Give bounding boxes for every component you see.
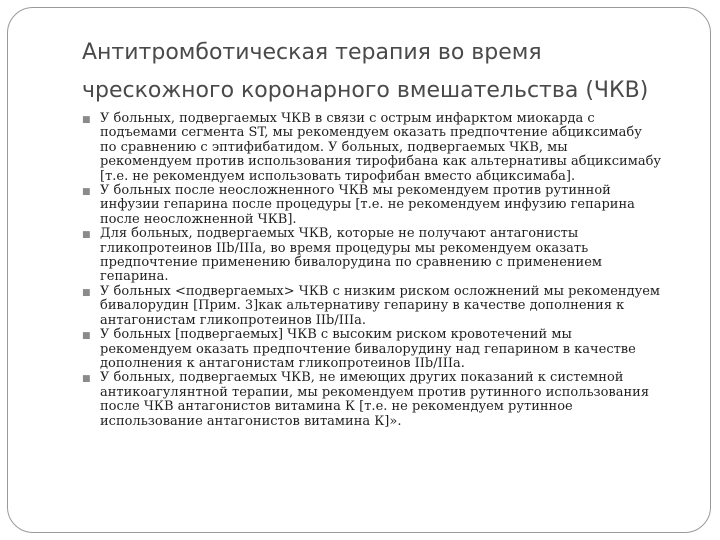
bullet-text: У больных после неосложненного ЧКВ мы рекомендуем против рутинной инфузии гепарина после процедуры [т.е. не рекомендуем инфузию гепарина после неосложненной ЧКВ]. — [100, 183, 635, 227]
square-bullet-icon: ■ — [82, 230, 91, 241]
bullet-text: У больных <подвергаемых> ЧКВ с низким риском осложнений мы рекомендуем бивалорудин [Прим. 3]как альтернативу гепарину в качестве дополнения к антагонистам гликопротеинов IIb/IIIa. — [100, 283, 661, 328]
bullet-text: У больных, подвергаемых ЧКВ, не имеющих других показаний к системной антикоагулянтной терапии, мы рекомендуем против рутинного использования после ЧКВ антагонистов витамина К [т.е. не рекомендуем рутинное использование антагонистов витамина К]». — [100, 370, 650, 429]
square-bullet-icon: ■ — [82, 374, 91, 385]
square-bullet-icon: ■ — [82, 287, 91, 298]
square-bullet-icon: ■ — [82, 115, 91, 125]
list-item — [82, 227, 662, 285]
list-item — [82, 371, 662, 429]
list-item — [82, 285, 662, 328]
list-item — [82, 184, 662, 227]
square-bullet-icon: ■ — [82, 331, 91, 342]
slide-title: Антитромботическая терапия во время чрескожного коронарного вмешательства (ЧКВ) — [82, 40, 649, 103]
bullet-list — [82, 112, 662, 429]
bullet-text: Для больных, подвергаемых ЧКВ, которые не получают антагонисты гликопротеинов IIb/IIIa, во время процедуры мы рекомендуем оказать предпочтение применению бивалорудина по сравнению с применением гепарина. — [100, 226, 603, 285]
list-item — [82, 328, 662, 371]
square-bullet-icon: ■ — [82, 187, 91, 198]
bullet-text: У больных, подвергаемых ЧКВ в связи с острым инфарктом миокарда с подъемами сегмента ST, мы рекомендуем оказать предпочтение абциксимабу по сравнению с эптифибатидом. У больных, подвергаемых ЧКВ, мы рекомендуем против использования тирофибана как альтернативы абциксимабу [т.е. не рекомендуем использовать тирофибан вместо абциксимаба]. — [100, 111, 662, 184]
bullet-text: У больных [подвергаемых] ЧКВ с высоким риском кровотечений мы рекомендуем оказать предпочтение бивалорудину над гепарином в качестве дополнения к антагонистам гликопротеинов IIb/IIIa. — [100, 327, 636, 371]
list-item — [82, 112, 662, 184]
